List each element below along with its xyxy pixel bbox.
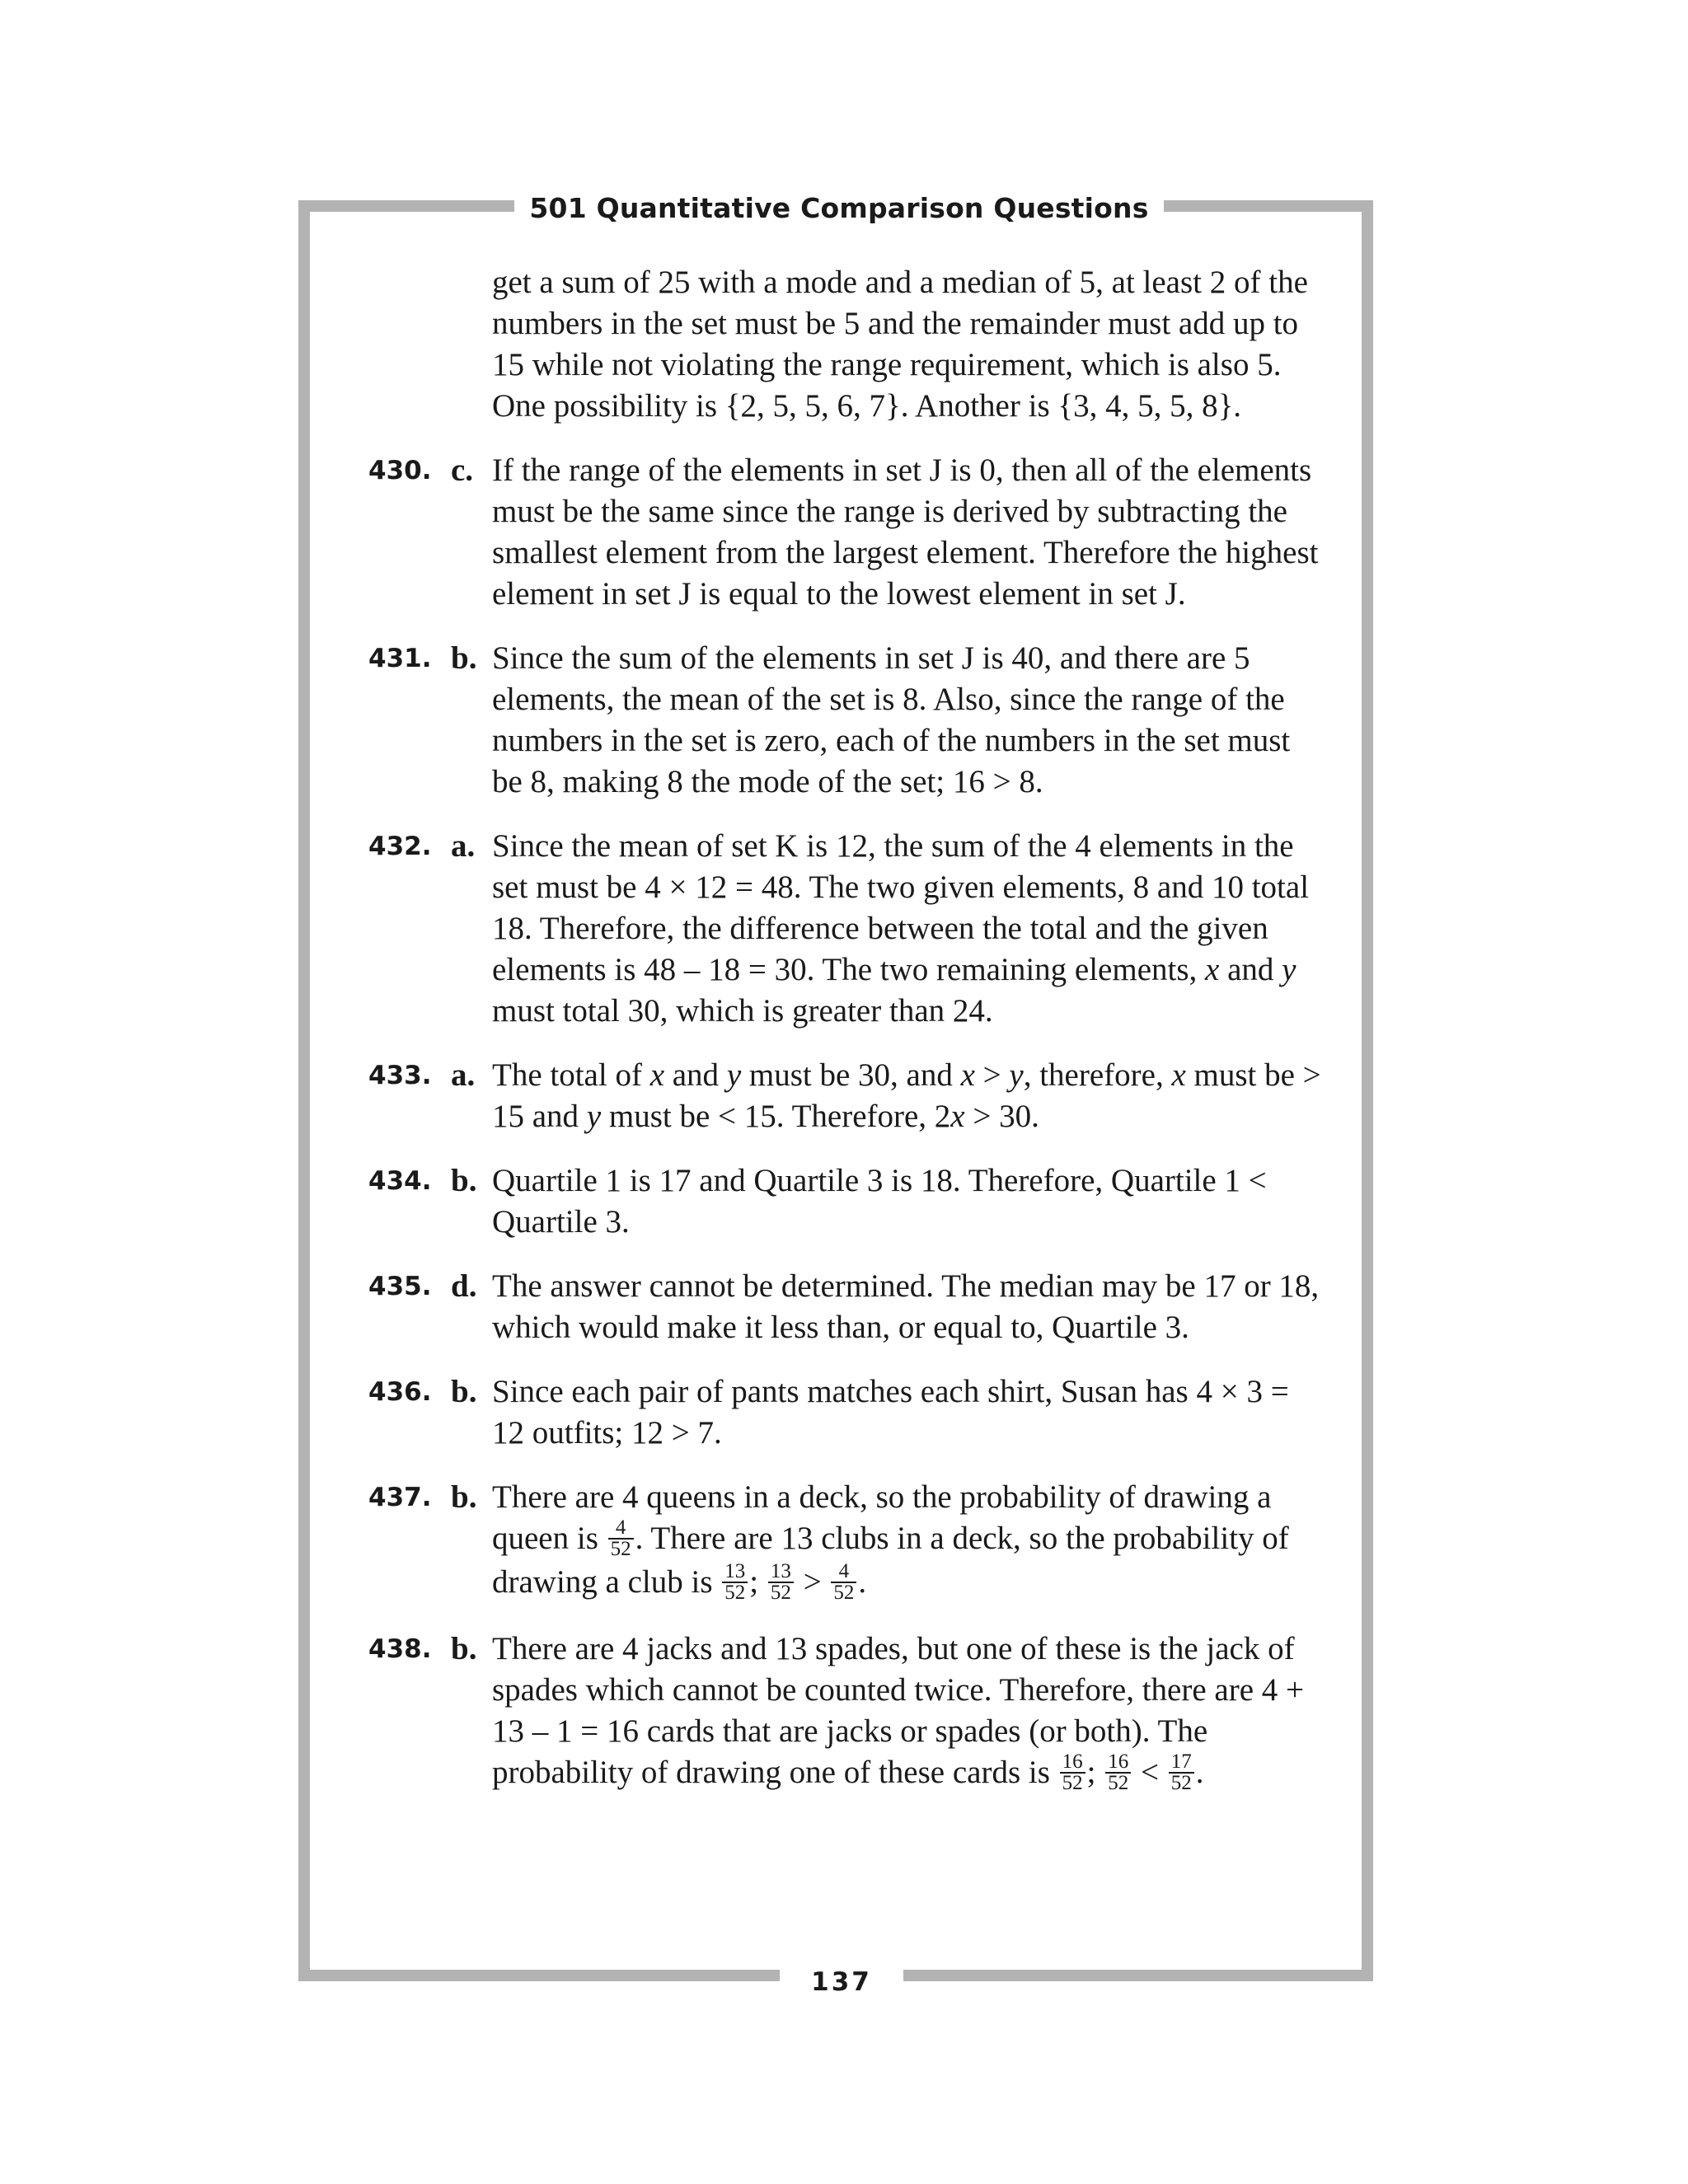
answer-letter: c. (451, 452, 474, 488)
explanation: Since the mean of set K is 12, the sum of the 4 elements in the set must be 4 × 12 = 48. The two given elements, 8 and 10 total 18. Therefore, the difference between the total and the given elements is 48 – 18 = 30. The two remaining elements, x and y must total 30, which is greater than 24. (492, 828, 1310, 1029)
explanation: Since each pair of pants matches each shirt, Susan has 4 × 3 = 12 outfits; 12 > 7. (492, 1374, 1289, 1451)
continued-paragraph: get a sum of 25 with a mode and a median of 5, at least 2 of the numbers in the set must be 5 and the remainder must add up to 15 while not violating the range requirement, which is also 5. One possibility is {2, 5, 5, 6, 7}. Another is {3, 4, 5, 5, 8}. (492, 265, 1308, 424)
explanation: Since the sum of the elements in set J is 40, and there are 5 elements, the mean of the set is 8. Also, since the range of the numbers in the set is zero, each of the numbers in the set must be 8, making 8 the mode of the set; 16 > 8. (492, 640, 1291, 799)
fraction: $\frac{16}{52}$ (1105, 1752, 1131, 1793)
fraction: $\frac{4}{52}$ (608, 1518, 634, 1559)
fraction: $\frac{17}{52}$ (1169, 1752, 1194, 1793)
answer-letter: d. (451, 1268, 477, 1304)
answer-438 (368, 1629, 1325, 1796)
explanation: The total of x and y must be 30, and x > y, therefore, x must be > 15 and y must be < 15. Therefore, 2x > 30. (492, 1057, 1321, 1134)
question-number: 431. (368, 644, 432, 673)
answer-437 (368, 1477, 1325, 1605)
answer-434 (368, 1160, 1325, 1243)
answer-letter: b. (451, 1631, 477, 1667)
question-number: 433. (368, 1061, 432, 1090)
explanation: Quartile 1 is 17 and Quartile 3 is 18. Therefore, Quartile 1 < Quartile 3. (492, 1163, 1267, 1240)
answer-letter: b. (451, 1163, 477, 1198)
fraction: $\frac{4}{52}$ (831, 1562, 856, 1603)
explanation: The answer cannot be determined. The median may be 17 or 18, which would make it less than, or equal to, Quartile 3. (492, 1268, 1320, 1345)
question-number: 430. (368, 456, 432, 485)
fraction: $\frac{16}{52}$ (1060, 1752, 1085, 1793)
answer-436 (368, 1371, 1325, 1454)
answer-433 (368, 1055, 1325, 1137)
question-number: 435. (368, 1272, 432, 1301)
answer-430 (368, 450, 1325, 615)
answer-431 (368, 638, 1325, 803)
explanation: There are 4 queens in a deck, so the probability of drawing a queen is $\frac{4}{52}$ . There are 13 clubs in a deck, so the probability of drawing a club is $\frac{13}{52}$ ; $\frac{13}{52}$ > $\frac{4}{52}$ . (492, 1479, 1289, 1605)
answer-list (368, 262, 1325, 1819)
explanation: There are 4 jacks and 13 spades, but one of these is the jack of spades which cannot be counted twice. Therefore, there are 4 + 13 – 1 = 16 cards that are jacks or spades (or both). The probability of drawing one of these cards is $\frac{16}{52}$ ; $\frac{16}{52}$ < $\frac{17}{52}$ . (492, 1631, 1305, 1795)
question-number: 436. (368, 1377, 432, 1407)
question-number: 438. (368, 1634, 432, 1665)
answer-letter: b. (451, 1374, 477, 1409)
question-number: 434. (368, 1166, 432, 1196)
fraction: $\frac{13}{52}$ (722, 1562, 748, 1603)
answer-letter: a. (451, 828, 476, 864)
question-number: 432. (368, 832, 432, 861)
answer-435 (368, 1266, 1325, 1348)
answer-432 (368, 826, 1325, 1032)
answer-letter: b. (451, 640, 477, 676)
explanation: If the range of the elements in set J is 0, then all of the elements must be the same since the range is derived by subtracting the smallest element from the largest element. Therefore the highest element in set J is equal to the lowest element in set J. (492, 452, 1319, 612)
running-head: 501 Quantitative Comparison Questions (529, 192, 1149, 224)
fraction: $\frac{13}{52}$ (768, 1562, 794, 1603)
answer-letter: a. (451, 1057, 476, 1093)
question-number: 437. (368, 1483, 432, 1512)
answer-letter: b. (451, 1479, 477, 1515)
page-number: 137 (811, 1967, 872, 1997)
